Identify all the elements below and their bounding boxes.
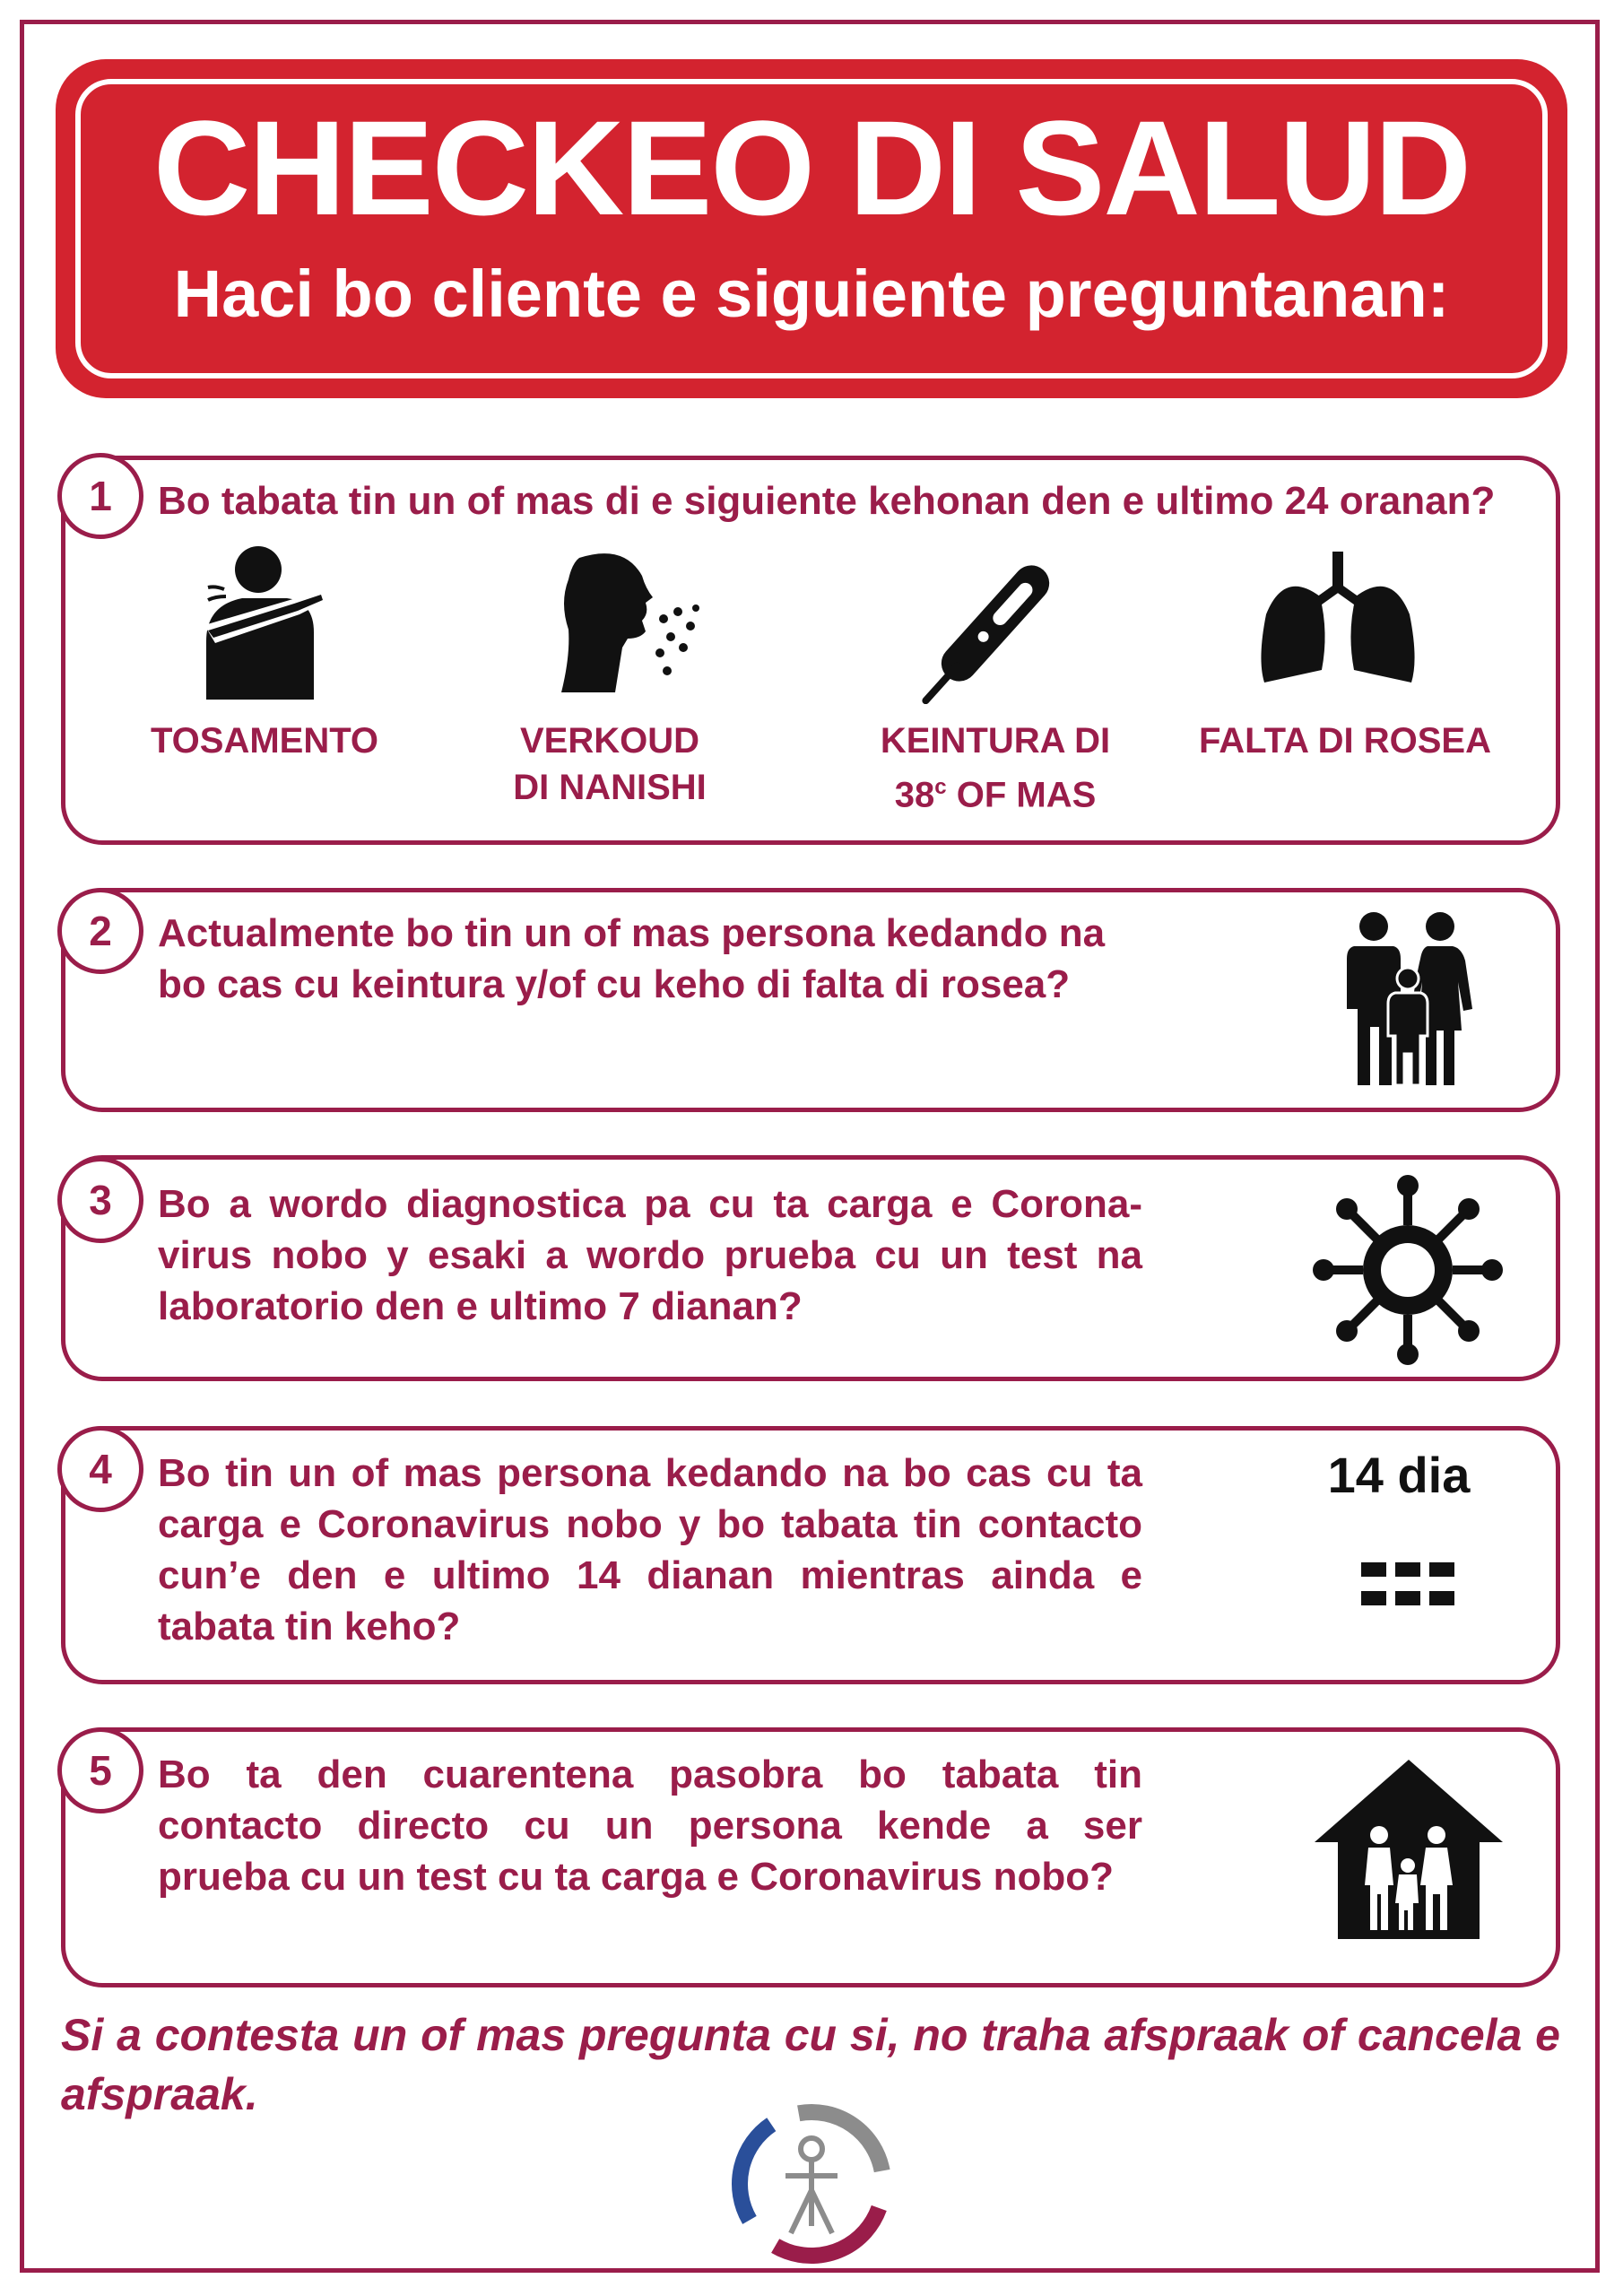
symptom-label-cough: TOSAMENTO [150, 721, 379, 761]
days-label: 14 dia [1327, 1447, 1471, 1503]
sneezing-person-icon [552, 549, 705, 692]
coughing-person-icon [188, 543, 332, 700]
question-5-text: Bo ta den cuarentena pasobra bo tabata tin contacto directo cu un persona kende a ser prueba cu un test cu ta carga e Coronavirus nobo? [158, 1752, 1142, 1899]
calendar-grid-icon [1361, 1562, 1454, 1611]
question-2-text: Actualmente bo tin un of mas persona kedando na bo cas cu keintura y/of cu keho di falta di rosea? [158, 911, 1106, 1006]
question-1-text: Bo tabata tin un of mas di e siguiente kehonan den e ultimo 24 oranan? [158, 479, 1496, 523]
footer-note: Si a contesta un of mas pregunta cu si, no traha afspraak of cancela e afspraak. [61, 2010, 1560, 2119]
question-2-number: 2 [57, 888, 143, 974]
question-3-number: 3 [57, 1157, 143, 1243]
page-title: CHECKEO DI SALUD [152, 92, 1471, 243]
house-family-icon [1315, 1760, 1503, 1939]
organization-logo [728, 2100, 895, 2267]
lungs-icon [1257, 552, 1419, 686]
header-banner [56, 59, 1567, 398]
question-4-number: 4 [57, 1426, 143, 1512]
question-4-text: Bo tin un of mas persona kedando na bo cas cu ta carga e Coronavirus nobo y bo tabata tin contacto cun’e den e ultimo 14 dianan mientras ainda e tabata tin keho? [158, 1451, 1142, 1648]
virus-icon [1309, 1171, 1506, 1369]
family-icon [1343, 910, 1473, 1085]
question-1-number: 1 [57, 453, 143, 539]
symptom-label-cold: VERKOUD DI NANISHI [513, 721, 707, 807]
question-5-number: 5 [57, 1727, 143, 1813]
page-subtitle: Haci bo cliente e siguiente preguntanan: [173, 257, 1450, 331]
symptom-label-breath: FALTA DI ROSEA [1199, 721, 1491, 761]
thermometer-icon [906, 543, 1085, 704]
question-3-text: Bo a wordo diagnostica pa cu ta carga e Corona- virus nobo y esaki a wordo prueba cu un test na laboratorio den e ultimo 7 dianan? [158, 1182, 1142, 1328]
symptom-label-fever: KEINTURA DI 38$^c$ OF MAS [880, 721, 1111, 815]
